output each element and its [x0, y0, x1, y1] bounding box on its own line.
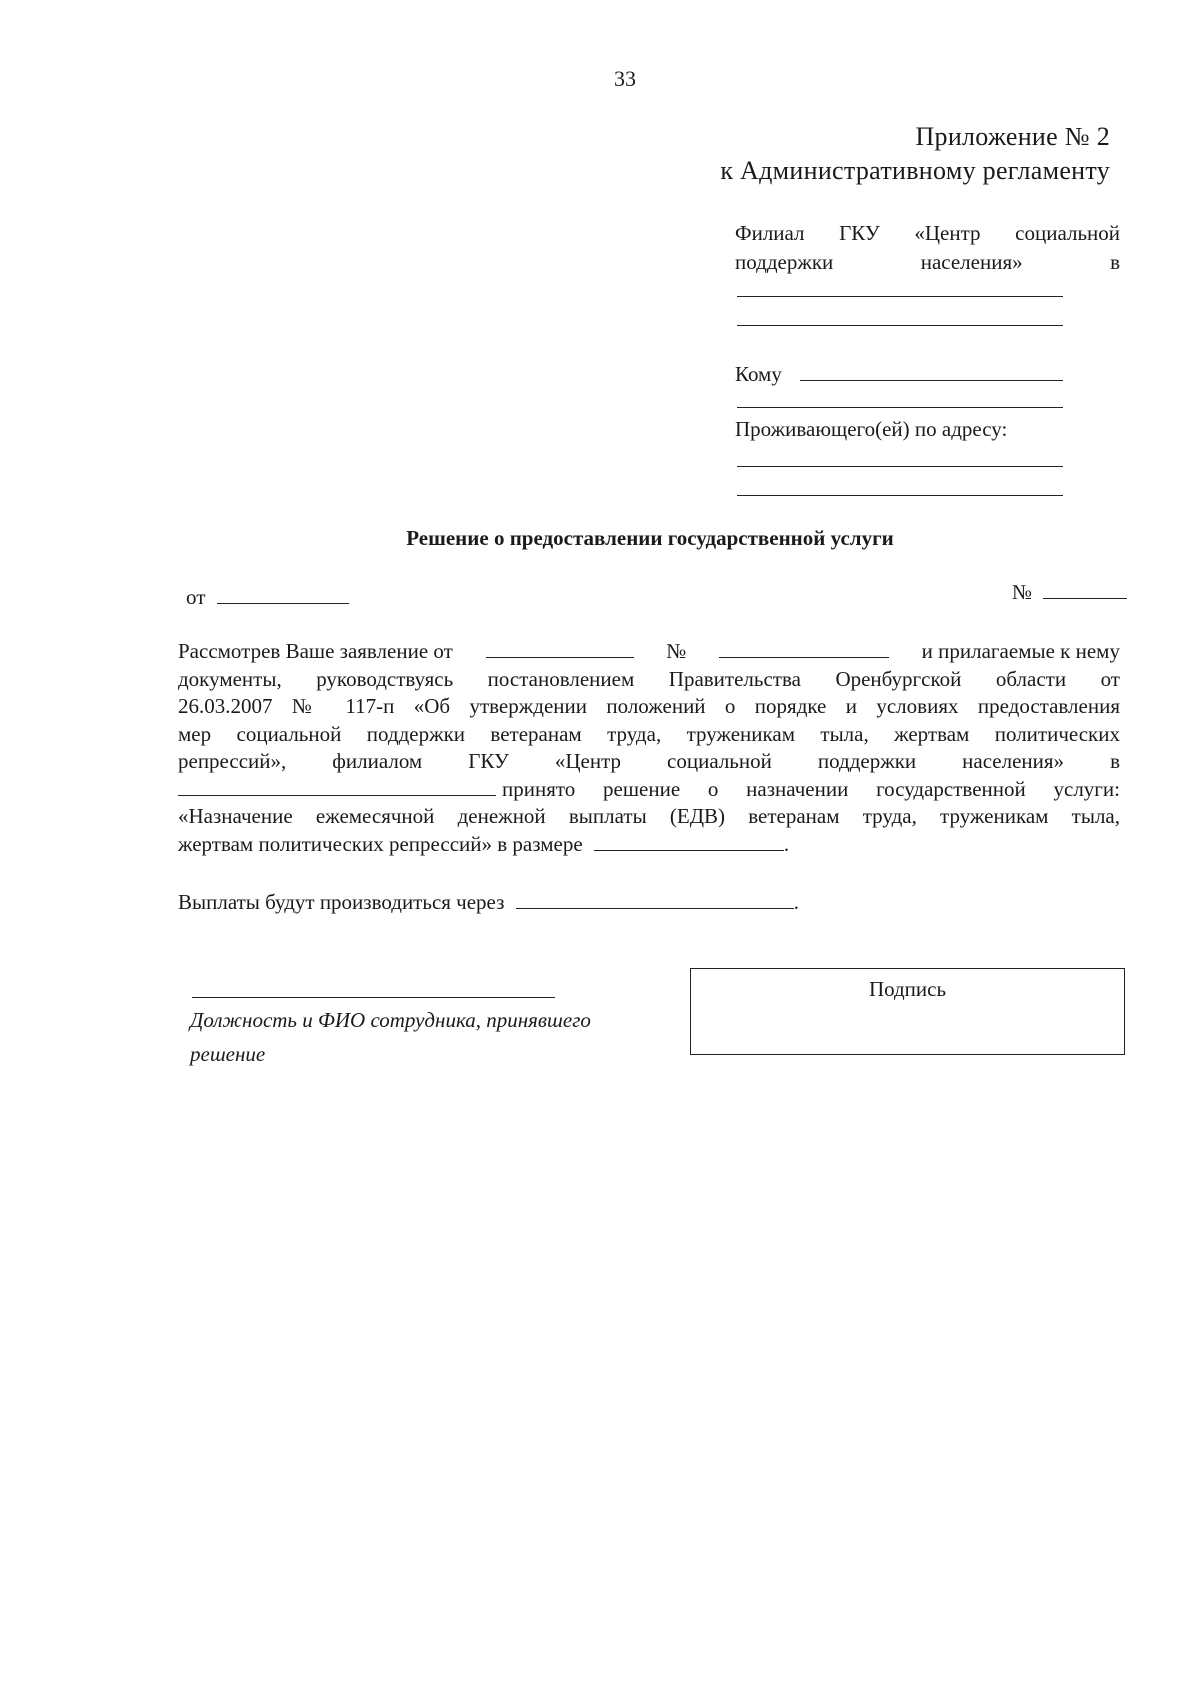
body-line-1-c: и прилагаемые к нему: [921, 639, 1120, 663]
branch-line-2-right: в: [1110, 250, 1120, 274]
number-label: №: [1012, 580, 1033, 604]
body-line-6-text: принято решение о назначении государственной услуги:: [502, 776, 1120, 801]
position-name-field[interactable]: [192, 997, 555, 998]
page-number: 33: [614, 66, 636, 91]
payment-amount-field[interactable]: [594, 832, 784, 851]
body-line-4: мер социальной поддержки ветеранам труда, труженикам тыла, жертвам политических: [178, 721, 1120, 746]
appendix-title: Приложение № 2: [915, 122, 1110, 151]
body-line-8: жертвам политических репрессий» в размере .: [178, 831, 790, 856]
branch-city-field-2[interactable]: [737, 325, 1063, 326]
body-line-1-a: Рассмотрев Ваше заявление от: [178, 639, 453, 663]
body-line-6: [178, 776, 1120, 804]
decision-date-field[interactable]: [217, 585, 349, 604]
branch-name-field[interactable]: [178, 777, 496, 796]
application-date-field[interactable]: [486, 639, 634, 658]
body-line-7: «Назначение ежемесячной денежной выплаты (ЕДВ) ветеранам труда, труженикам тыла,: [178, 804, 1120, 828]
decision-number-row: [1012, 580, 1127, 605]
signature-box[interactable]: [690, 968, 1125, 1055]
branch-city-field[interactable]: [737, 296, 1063, 297]
application-number-field[interactable]: [719, 639, 889, 658]
payments-row: Выплаты будут производиться через .: [178, 890, 799, 914]
body-line-3: 26.03.2007 № 117-п «Об утверждении положений о порядке и условиях предоставления: [178, 694, 1120, 718]
payments-label: Выплаты будут производиться через: [178, 890, 505, 914]
branch-line-2-mid: населения»: [920, 250, 1023, 274]
payment-channel-field[interactable]: [516, 890, 794, 909]
address-field-2[interactable]: [737, 495, 1063, 496]
body-line-1-b: №: [666, 639, 687, 663]
branch-line-2-left: поддержки: [735, 250, 834, 274]
decision-number-field[interactable]: [1043, 580, 1127, 599]
branch-line-2: [735, 248, 1120, 276]
position-label-line-2: решение: [190, 1042, 266, 1066]
body-line-5: репрессий», филиалом ГКУ «Центр социальной поддержки населения» в: [178, 749, 1120, 773]
address-label: Проживающего(ей) по адресу:: [735, 417, 1008, 441]
address-field-1[interactable]: [737, 466, 1063, 467]
branch-line-1: Филиал ГКУ «Центр социальной: [735, 221, 1120, 245]
signature-label: Подпись: [868, 977, 947, 1001]
position-label: [190, 1003, 670, 1071]
to-row: [735, 360, 1120, 388]
body-line-1: [178, 638, 1120, 666]
appendix-subtitle: к Административному регламенту: [720, 156, 1110, 185]
position-label-line-1: Должность и ФИО сотрудника, принявшего: [190, 1008, 591, 1032]
decision-date-row: [186, 585, 349, 610]
to-label: Кому: [735, 362, 782, 386]
to-field[interactable]: [800, 380, 1063, 381]
decision-title: Решение о предоставлении государственной услуги: [406, 526, 894, 550]
to-field-2[interactable]: [737, 407, 1063, 408]
body-line-2: документы, руководствуясь постановлением Правительства Оренбургской области от: [178, 666, 1120, 691]
from-label: от: [186, 585, 206, 609]
decision-body: [178, 638, 1120, 858]
body-line-8-text: жертвам политических репрессий» в размере: [178, 831, 583, 856]
